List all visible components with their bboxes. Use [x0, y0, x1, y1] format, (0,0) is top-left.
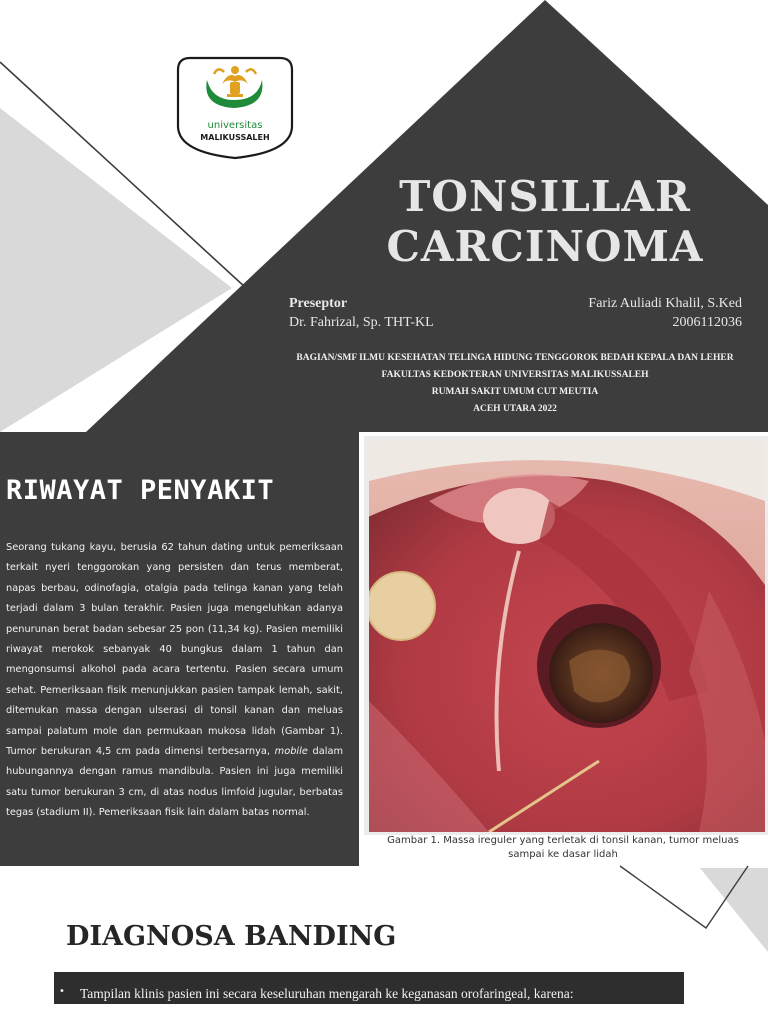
institution-line4: ACEH UTARA 2022 [473, 404, 557, 414]
university-logo [172, 44, 298, 160]
institution-block [282, 350, 748, 418]
diagnosa-bullet: • [59, 986, 65, 997]
author-id: 2006112036 [672, 315, 742, 330]
preceptor-label: Preseptor [289, 296, 348, 311]
riwayat-text-part1: Seorang tukang kayu, berusia 62 tahun dating untuk pemeriksaan terkait nyeri tenggorokan yang persisten dan terus memberat, napas berbau, odinofagia, otalgia pada telinga kanan yang telah terjadi dalam 3 bulan terakhir. Pasien juga mengeluhkan adanya penurunan berat badan sebesar 25 pon (11,34 kg). Pasien memiliki riwayat merokok sebanyak 40 bungkus dalam 1 tahun dan mengonsumsi alkohol pada acara tertentu. Pasien secara umum sehat. Pemeriksaan fisik menunjukkan pasien tampak lemah, sakit, ditemukan massa dengan ulserasi di tonsil kanan dan meluas sampai palatum mole dan permukaan mukosa lidah (Gambar 1). Tumor berukuran 4,5 cm pada dimensi terbesarnya, [6, 542, 343, 758]
riwayat-text-part2: dalam hubungannya dengan ramus mandibula. Pasien ini juga memiliki satu tumor berukuran 3 cm, di atas nodus limfoid jugular, berbatas tegas (stadium II). Pemeriksaan fisik lain dalam batas normal. [6, 746, 344, 819]
institution-line1: BAGIAN/SMF ILMU KESEHATAN TELINGA HIDUNG TENGGOROK BEDAH KEPALA DAN LEHER [296, 353, 734, 363]
title-line1: TONSILLAR [399, 172, 691, 221]
diagnosa-heading: DIAGNOSA BANDING [66, 921, 397, 952]
diagnosa-text: Tampilan klinis pasien ini secara keseluruhan mengarah ke keganasan orofaringeal, karena: [80, 986, 574, 1001]
title-line2: CARCINOMA [386, 222, 704, 271]
riwayat-text-italic: mobile [274, 746, 308, 758]
author-name: Fariz Auliadi Khalil, S.Ked [588, 296, 742, 311]
figure-caption: Gambar 1. Massa ireguler yang terletak di tonsil kanan, tumor meluas sampai ke dasar lidah [387, 835, 739, 860]
tonsil-photo [369, 441, 765, 832]
page-title [330, 172, 760, 272]
preceptor-name: Dr. Fahrizal, Sp. THT-KL [289, 315, 434, 330]
institution-line2: FAKULTAS KEDOKTERAN UNIVERSITAS MALIKUSSALEH [381, 370, 649, 380]
light-gray-triangle-right [700, 868, 768, 952]
riwayat-body [6, 538, 343, 824]
logo-line2: MALIKUSSALEH [200, 133, 270, 142]
logo-line1: universitas [207, 120, 263, 131]
riwayat-heading: RIWAYAT PENYAKIT [6, 475, 275, 506]
lamp-icon [230, 82, 240, 94]
institution-line3: RUMAH SAKIT UMUM CUT MEUTIA [431, 387, 599, 397]
